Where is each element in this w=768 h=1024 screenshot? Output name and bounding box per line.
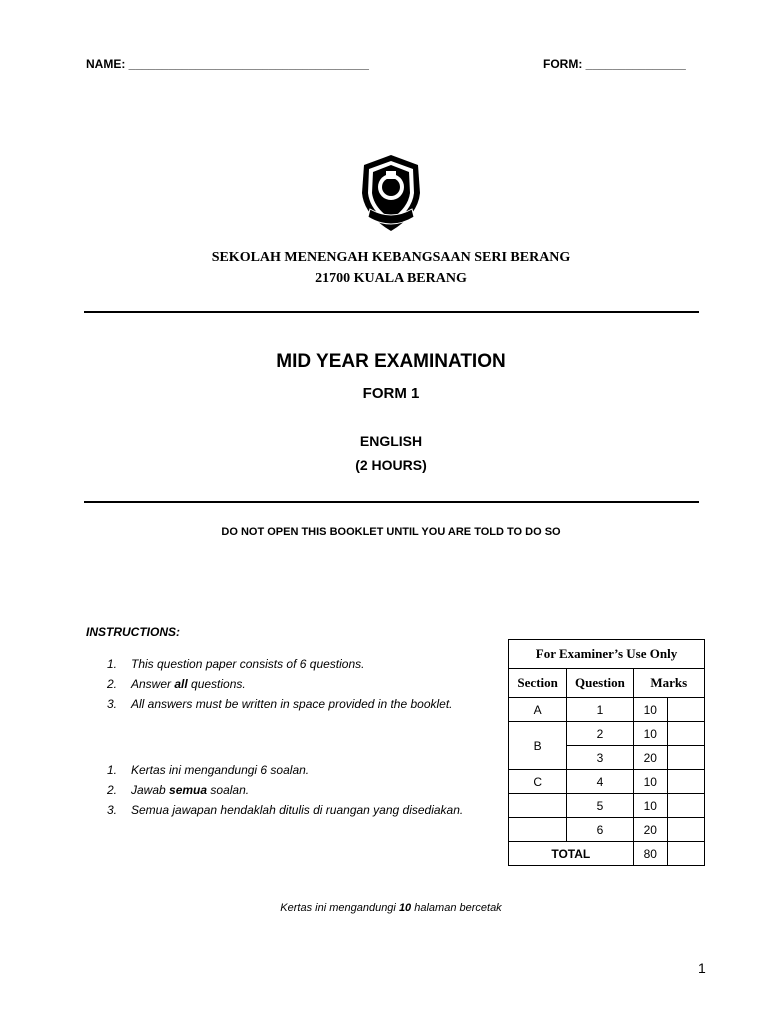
cell-score[interactable] — [667, 770, 704, 794]
pages-note-post: halaman bercetak — [411, 902, 502, 914]
cell-score[interactable] — [667, 746, 704, 770]
name-field-label: NAME: ____________________________________ — [86, 57, 369, 71]
item-text: Semua jawapan hendaklah ditulis di ruangan yang disediakan. — [131, 803, 464, 817]
cell-section: A — [509, 698, 567, 722]
cell-score[interactable] — [667, 722, 704, 746]
total-label: TOTAL — [509, 842, 634, 866]
item-text: Kertas ini mengandungi 6 soalan. — [131, 763, 310, 777]
item-text: All answers must be written in space provided in the booklet. — [131, 697, 453, 711]
instructions-heading: INSTRUCTIONS: — [86, 625, 180, 639]
col-header-marks: Marks — [633, 669, 704, 698]
cell-score[interactable] — [667, 698, 704, 722]
col-header-question: Question — [567, 669, 633, 698]
item-number: 3. — [107, 803, 118, 817]
item-text: Jawab — [131, 783, 170, 797]
item-text: Answer — [131, 677, 175, 691]
cell-section: C — [509, 770, 567, 794]
col-header-section: Section — [509, 669, 567, 698]
item-number: 2. — [107, 783, 118, 797]
item-text: This question paper consists of 6 questions. — [131, 657, 365, 671]
list-item — [107, 760, 497, 780]
cell-question: 1 — [567, 698, 633, 722]
item-text-bold: semua — [169, 783, 208, 797]
list-item — [107, 694, 497, 714]
instructions-malay — [107, 760, 497, 820]
page-number: 1 — [698, 960, 706, 976]
item-number: 2. — [107, 677, 118, 691]
list-item — [107, 654, 497, 674]
cell-question: 5 — [567, 794, 633, 818]
exam-subject: ENGLISH — [359, 433, 423, 449]
exam-duration: (2 HOURS) — [355, 457, 427, 473]
item-number: 1. — [107, 763, 118, 777]
cell-marks: 20 — [633, 818, 667, 842]
pages-note-count: 10 — [398, 902, 412, 914]
cell-question: 3 — [567, 746, 633, 770]
cell-question: 2 — [567, 722, 633, 746]
item-number: 1. — [107, 657, 118, 671]
cell-section — [509, 794, 567, 818]
exam-form: FORM 1 — [362, 385, 420, 402]
cell-marks: 20 — [633, 746, 667, 770]
table-row — [509, 794, 705, 818]
examiner-table-title: For Examiner’s Use Only — [509, 640, 705, 669]
pages-note — [0, 902, 768, 914]
top-divider — [84, 311, 699, 313]
school-address: 21700 KUALA BERANG — [315, 271, 467, 286]
examiner-table — [508, 639, 705, 866]
table-row-total — [509, 842, 705, 866]
table-row — [509, 818, 705, 842]
school-name: SEKOLAH MENENGAH KEBANGSAAN SERI BERANG — [211, 250, 571, 265]
instructions-english — [107, 654, 497, 714]
list-item — [107, 800, 497, 820]
cell-section: B — [509, 722, 567, 770]
cell-marks: 10 — [633, 698, 667, 722]
item-text-bold: all — [174, 677, 188, 691]
school-crest-icon — [358, 153, 424, 233]
exam-title: MID YEAR EXAMINATION — [276, 351, 506, 372]
warning-text: DO NOT OPEN THIS BOOKLET UNTIL YOU ARE TOLD TO DO SO — [221, 526, 561, 538]
cell-question: 4 — [567, 770, 633, 794]
cell-marks: 10 — [633, 722, 667, 746]
item-text: questions. — [187, 677, 246, 691]
cell-marks: 10 — [633, 794, 667, 818]
bottom-divider — [84, 501, 699, 503]
total-score[interactable] — [667, 842, 704, 866]
cell-score[interactable] — [667, 818, 704, 842]
list-item — [107, 674, 497, 694]
table-row — [509, 770, 705, 794]
item-number: 3. — [107, 697, 118, 711]
item-text: soalan. — [207, 783, 250, 797]
table-row — [509, 698, 705, 722]
cell-section — [509, 818, 567, 842]
pages-note-pre: Kertas ini mengandungi — [280, 902, 399, 914]
table-row — [509, 722, 705, 746]
cell-question: 6 — [567, 818, 633, 842]
total-marks: 80 — [633, 842, 667, 866]
cell-marks: 10 — [633, 770, 667, 794]
cell-score[interactable] — [667, 794, 704, 818]
form-field-label: FORM: _______________ — [543, 57, 686, 71]
list-item — [107, 780, 497, 800]
